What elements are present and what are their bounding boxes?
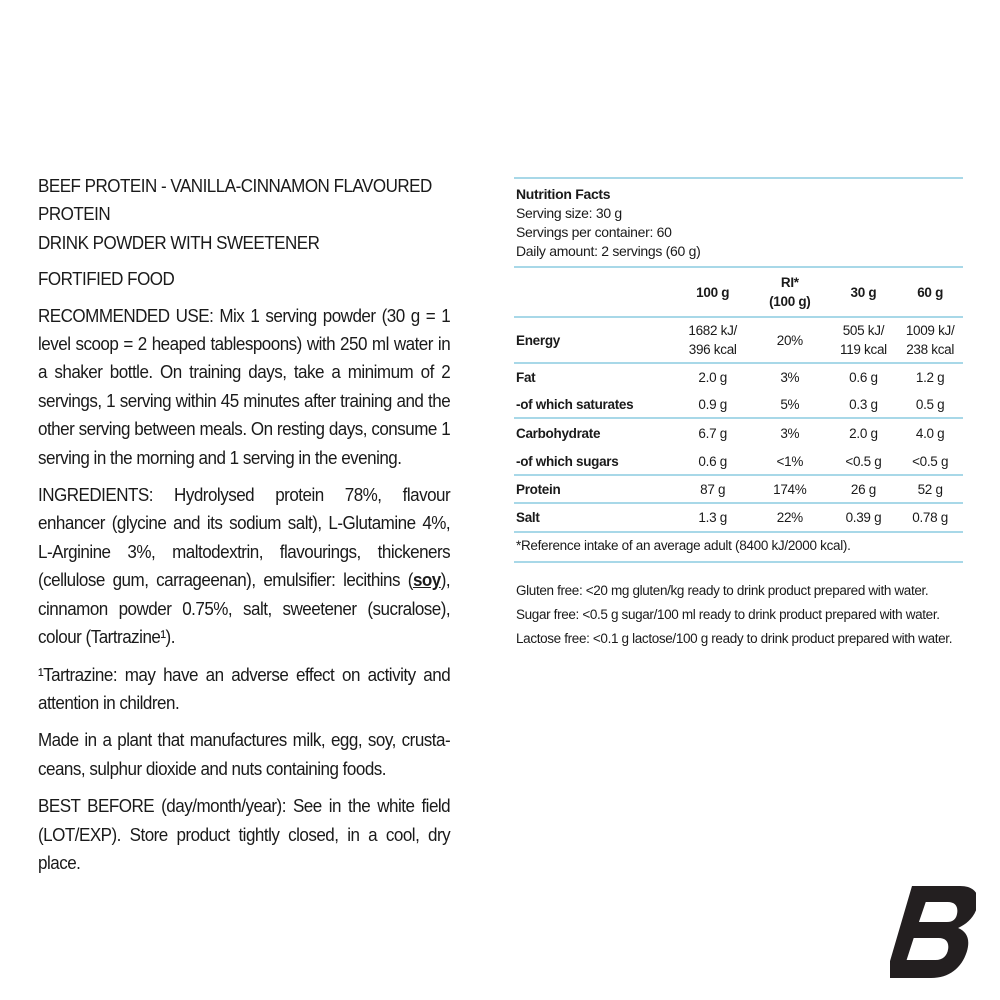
table-row (514, 448, 963, 475)
energy-100g-kcal: 396 kcal (688, 342, 737, 357)
fat-ri: 3% (780, 370, 800, 385)
row-label-salt: Salt (514, 503, 675, 532)
energy-60g-kcal: 238 kcal (906, 342, 955, 357)
recommended-use-label: RECOMMENDED USE: (38, 304, 214, 326)
recommended-use (38, 302, 450, 472)
allergen-facility-note: Made in a plant that manufactures milk, egg, soy, crusta-ceans, sulphur dioxide and nuts containing foods. (38, 729, 451, 779)
header-blank (514, 268, 675, 317)
energy-30g-kj: 505 kJ/ (842, 323, 885, 338)
best-before-text: (day/month/year): See in the white field (LOT/EXP). Store product tightly closed, in a cool, dry place. (38, 795, 451, 873)
fat-30g: 0.6 g (849, 370, 878, 385)
sugars-30g: <0.5 g (830, 448, 898, 475)
col-header-ri-line1: RI* (780, 275, 799, 290)
col-header-ri (750, 268, 830, 317)
saturates-ri: 5% (750, 391, 830, 418)
ingredients-text-2: ), cinnamon powder 0.75%, salt, sweetener (sucralose), colour (Tartrazine¹). (38, 569, 451, 648)
energy-60g-kj: 1009 kJ/ (905, 323, 955, 338)
row-label-fat: Fat (516, 370, 536, 385)
protein-100g: 87 g (675, 475, 750, 503)
energy-60g (897, 317, 963, 363)
table-row (514, 363, 963, 391)
carbs-100g: 6.7 g (698, 426, 727, 441)
brand-logo-icon (890, 886, 976, 978)
carbs-ri: 3% (780, 426, 800, 441)
nutrition-panel (514, 177, 963, 651)
row-label-energy: Energy (514, 317, 675, 363)
col-header-60g: 60 g (897, 268, 963, 317)
daily-amount: Daily amount: 2 servings (60 g) (516, 243, 701, 259)
product-title (38, 172, 450, 257)
energy-30g-kcal: 119 kcal (839, 342, 887, 357)
table-row (514, 418, 963, 448)
product-description (38, 172, 450, 886)
col-header-100g: 100 g (675, 268, 750, 317)
tartrazine-warning: ¹Tartrazine: may have an adverse effect on activity and attention in children. (38, 663, 451, 713)
fat-100g: 2.0 g (698, 370, 727, 385)
energy-100g-kj: 1682 kJ/ (688, 323, 737, 338)
row-label-saturates: -of which saturates (514, 391, 675, 418)
salt-30g: 0.39 g (830, 503, 898, 532)
serving-size: Serving size: 30 g (516, 205, 622, 221)
servings-per-container: Servings per container: 60 (516, 224, 672, 240)
product-title-line2: DRINK POWDER WITH SWEETENER (38, 231, 320, 253)
free-from-claims (514, 579, 963, 651)
table-header-row (514, 268, 963, 317)
protein-ri: 174% (750, 475, 830, 503)
nutrition-facts-header (514, 179, 963, 266)
carbs-60g: 4.0 g (915, 426, 945, 441)
sugars-100g: 0.6 g (675, 448, 750, 475)
salt-ri: 22% (750, 503, 830, 532)
table-row (514, 391, 963, 418)
sugars-60g: <0.5 g (897, 448, 963, 475)
allergen-soy: soy (412, 569, 441, 591)
protein-60g: 52 g (897, 475, 963, 503)
nutrition-facts-heading: Nutrition Facts (516, 186, 611, 202)
table-row (514, 317, 963, 363)
energy-30g (830, 317, 898, 363)
ingredients-text-1: Hydrolysed protein 78%, flavour enhancer (glycine and its sodium salt), L-Glutamine 4%, L-Arginine 3%, maltodextrin, flavourings, thickeners (cellulose gum, carrageenan), emulsifier: lecithins ( (38, 484, 451, 591)
carbs-30g: 2.0 g (849, 426, 878, 441)
saturates-100g: 0.9 g (675, 391, 750, 418)
ingredients (38, 481, 450, 651)
saturates-30g: 0.3 g (830, 391, 898, 418)
best-before (38, 792, 450, 877)
salt-100g: 1.3 g (675, 503, 750, 532)
saturates-60g: 0.5 g (897, 391, 963, 418)
fortified-food-label: FORTIFIED FOOD (38, 268, 175, 290)
sugar-free-claim: Sugar free: <0.5 g sugar/100 ml ready to drink product prepared with water. (516, 607, 940, 622)
table-row (514, 503, 963, 532)
lactose-free-claim: Lactose free: <0.1 g lactose/100 g ready to drink product prepared with water. (516, 631, 953, 646)
product-title-line1: BEEF PROTEIN - VANILLA-CINNAMON FLAVOURED PROTEIN (38, 175, 432, 225)
row-label-carbohydrate: Carbohydrate (516, 426, 601, 441)
best-before-label: BEST BEFORE (38, 795, 155, 817)
sugars-ri: <1% (750, 448, 830, 475)
protein-30g: 26 g (830, 475, 898, 503)
reference-intake-note: *Reference intake of an average adult (8400 kJ/2000 kcal). (516, 538, 851, 553)
energy-ri: 20% (750, 317, 830, 363)
salt-60g: 0.78 g (897, 503, 963, 532)
table-row (514, 475, 963, 503)
divider (514, 561, 963, 563)
energy-100g (675, 317, 750, 363)
gluten-free-claim: Gluten free: <20 mg gluten/kg ready to drink product prepared with water. (516, 583, 929, 598)
row-label-sugars: -of which sugars (514, 448, 675, 475)
col-header-30g: 30 g (830, 268, 898, 317)
row-label-protein: Protein (514, 475, 675, 503)
ingredients-label: INGREDIENTS: (38, 484, 153, 506)
recommended-use-text: Mix 1 serving powder (30 g = 1 level scoop = 2 heaped tablespoons) with 250 ml water in a shaker bottle. On training days, take a minimum of 2 servings, 1 serving within 45 minutes after training and the other serving between meals. On resting days, consume 1 serving in the morning and 1 serving in the evening. (38, 304, 451, 468)
nutrition-table (514, 268, 963, 533)
col-header-ri-line2: (100 g) (769, 294, 811, 309)
fat-60g: 1.2 g (915, 370, 945, 385)
